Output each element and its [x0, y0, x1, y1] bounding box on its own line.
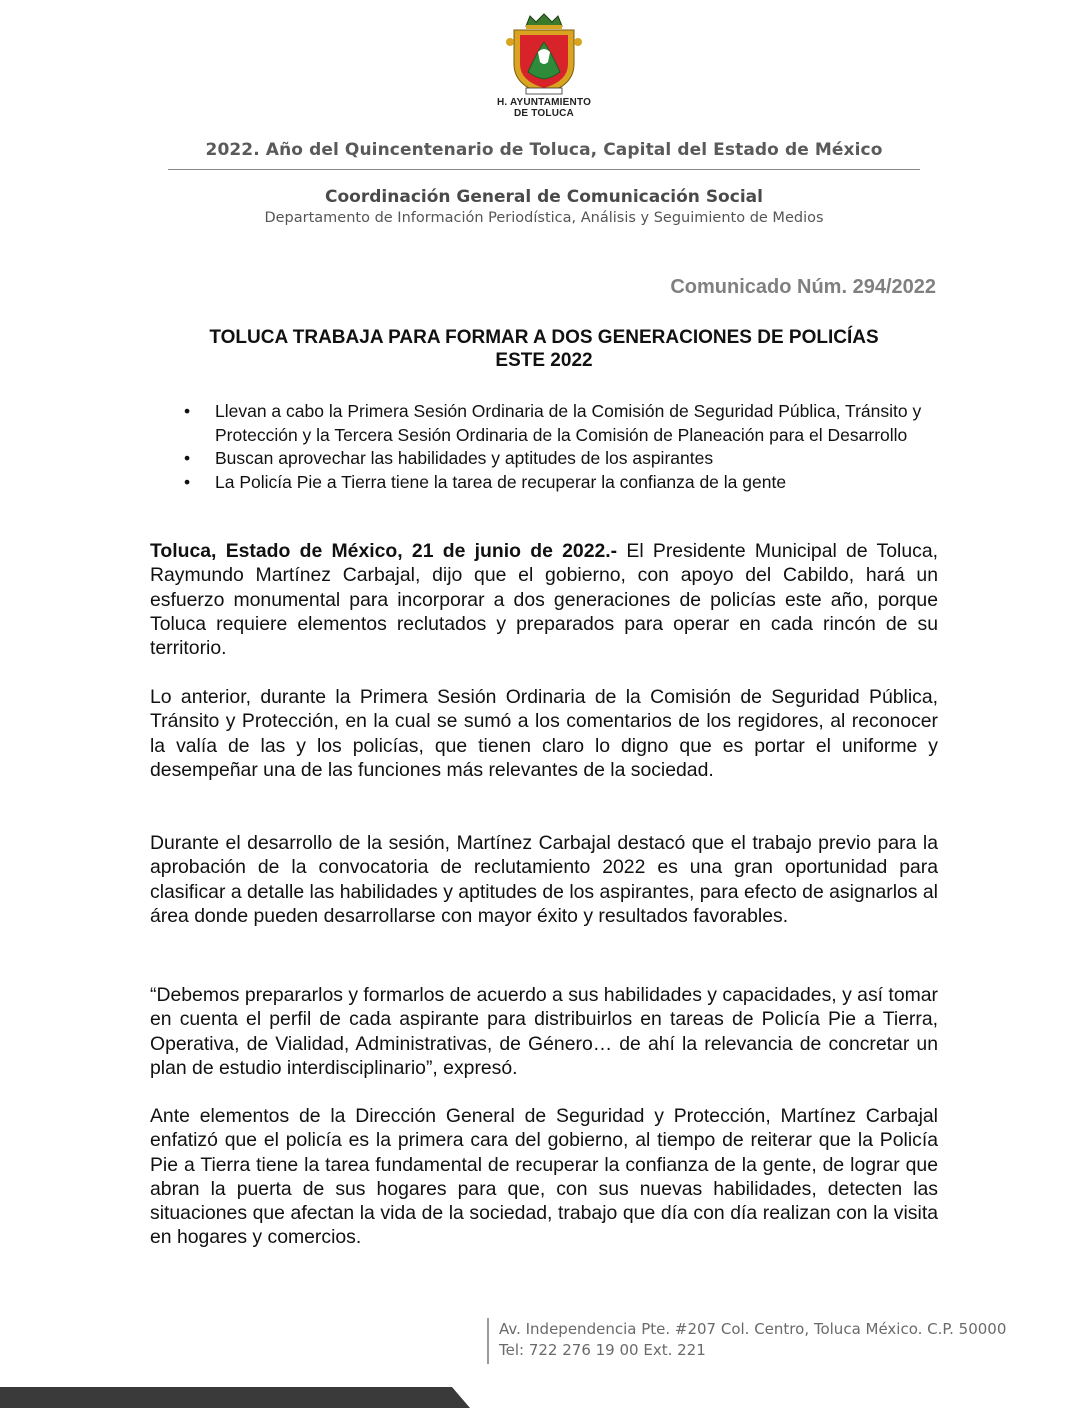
paragraph-4: “Debemos prepararlos y formarlos de acuerdo a sus habilidades y capacidades, y así tomar en cuenta el perfil de cada aspirante para distribuirlos en tareas de Policía Pie a Tierra, Operativa, de Vialidad, Administrativas, de Género… de ahí la relevancia de concretar un plan de estudio interdisciplinario”, expresó.	[150, 984, 938, 1079]
headline-line2: ESTE 2022	[495, 350, 593, 371]
bullet-icon: •	[184, 401, 191, 421]
summary-bullet-list	[184, 400, 924, 494]
bottom-decorative-stripe	[0, 1387, 470, 1408]
bullet-item	[184, 447, 924, 471]
bullet-text: Llevan a cabo la Primera Sesión Ordinaria de la Comisión de Seguridad Pública, Tránsito y Protección y la Tercera Sesión Ordinaria de la Comisión de Planeación para el Desarrollo	[215, 401, 922, 445]
toluca-coat-of-arms-logo	[480, 12, 608, 122]
year-motto: 2022. Año del Quincentenario de Toluca, Capital del Estado de México	[205, 140, 883, 160]
headline	[150, 326, 938, 372]
paragraph-5: Ante elementos de la Dirección General de Seguridad y Protección, Martínez Carbajal enfatizó que el policía es la primera cara del gobierno, al tiempo de reiterar que la Policía Pie a Tierra tiene la tarea fundamental de recuperar la confianza de la gente, de lograr que abran la puerta de sus hogares para que, con sus nuevas habilidades, detecten las situaciones que afectan la vida de la sociedad, trabajo que día con día realizan con la visita en hogares y comercios.	[150, 1105, 938, 1249]
bullet-icon: •	[184, 448, 191, 468]
headline-line1: TOLUCA TRABAJA PARA FORMAR A DOS GENERACIONES DE POLICÍAS	[209, 327, 879, 348]
footer-address: Av. Independencia Pte. #207 Col. Centro, Toluca México. C.P. 50000	[499, 1320, 1007, 1338]
bullet-icon: •	[184, 471, 191, 492]
paragraph-2: Lo anterior, durante la Primera Sesión Ordinaria de la Comisión de Seguridad Pública, Tránsito y Protección, en la cual se sumó a los comentarios de los regidores, al reconocer la valía de las y los policías, que tienen claro lo digno que es portar el uniforme y desempeñar una de las funciones más relevantes de la sociedad.	[150, 686, 938, 781]
dateline: Toluca, Estado de México, 21 de junio de 2022.-	[150, 540, 618, 562]
paragraph-3: Durante el desarrollo de la sesión, Martínez Carbajal destacó que el trabajo previo para la aprobación de la convocatoria de reclutamiento 2022 es una gran oportunidad para clasificar a detalle las habilidades y aptitudes de los aspirantes, para efecto de asignarlos al área donde pueden desarrollarse con mayor éxito y resultados favorables.	[150, 832, 938, 927]
bullet-text: La Policía Pie a Tierra tiene la tarea de recuperar la confianza de la gente	[215, 471, 787, 492]
bullet-text: Buscan aprovechar las habilidades y aptitudes de los aspirantes	[215, 448, 714, 468]
header-divider	[168, 169, 920, 170]
footer-divider	[487, 1318, 489, 1364]
bullet-item	[184, 400, 924, 447]
logo-text-line2: DE TOLUCA	[514, 108, 574, 119]
paragraph-1-text: El Presidente Municipal de Toluca, Raymundo Martínez Carbajal, dijo que el gobierno, con apoyo del Cabildo, hará un esfuerzo monumental para incorporar a dos generaciones de policías este año, porque Toluca requiere elementos reclutados y preparados para operar en cada rincón de su territorio.	[150, 540, 938, 660]
logo-text-line1: H. AYUNTAMIENTO	[496, 97, 592, 108]
comunicado-number: Comunicado Núm. 294/2022	[670, 276, 936, 298]
department-subtitle: Departamento de Información Periodística, Análisis y Seguimiento de Medios	[264, 210, 824, 226]
bullet-item	[184, 471, 924, 495]
department-title: Coordinación General de Comunicación Social	[325, 187, 763, 207]
footer-phone: Tel: 722 276 19 00 Ext. 221	[499, 1341, 706, 1359]
coat-of-arms-icon	[504, 12, 584, 96]
paragraph-1	[150, 539, 938, 660]
